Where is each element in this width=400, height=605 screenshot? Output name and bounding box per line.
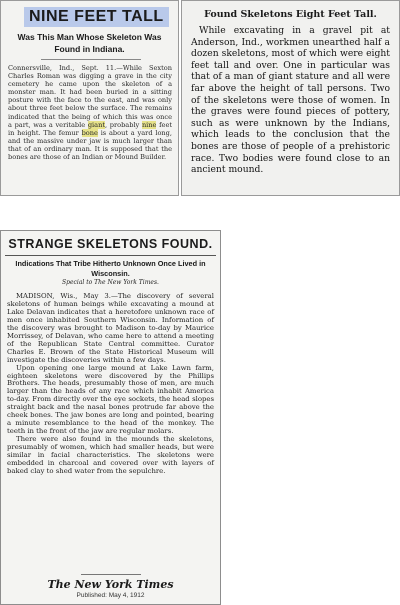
body-paragraph: MADISON, Wis., May 3.—The discovery of several skeletons of human beings while excavating a mound at Lake Delavan indicates that a heretofore unknown race of men once inhabited Southern Wisconsin. Information of the discovery was brought to Madison to-day by Maurice Morrissey, of Delavan, who came here to attend a meeting of the Republican State Central committee. Curator Charles E. Brown of the State Historical Museum will investigate the discoveries within a few days. — [7, 292, 214, 364]
body-text: , probably — [104, 120, 142, 129]
divider — [5, 255, 216, 256]
body-paragraph: There were also found in the mounds the skeletons, presumably of women, which had smaller heads, but were similar in facial characteristics. The skeletons were embedded in charcoal and covered over with layers of baked clay to shed water from the sepulchre. — [7, 435, 214, 475]
special-dispatch-line: Special to The New York Times. — [62, 279, 159, 286]
clipping-headline: NINE FEET TALL — [24, 7, 169, 27]
clipping-body — [7, 293, 214, 476]
highlighted-word: bone — [81, 128, 98, 137]
clipping-subheadline: Was This Man Whose Skeleton Was Found in Indiana. — [17, 32, 162, 54]
body-text: is about a yard long, and the massive under jaw is much larger than that of an ordinary man. It is supposed that the bones are those of an Indian or Mound Builder. — [8, 128, 172, 162]
divider — [41, 59, 141, 60]
body-text: feet in height. The femur — [8, 120, 172, 137]
clipping-body — [8, 64, 172, 161]
clipping-subheadline: Indications That Tribe Hitherto Unknown Once Lived in Wisconsin. — [15, 259, 206, 278]
news-clipping-strange-skeletons — [0, 230, 221, 605]
newspaper-masthead: The New York Times — [47, 578, 174, 591]
news-clipping-eight-feet-tall — [181, 0, 400, 196]
divider — [81, 574, 141, 575]
body-paragraph: Upon opening one large mound at Lake Lawn farm, eighteen skeletons were discovered by the Phillips Brothers. The heads, presumably those of men, are much larger than the heads of any race which inhabit America to-day. From directly over the eye sockets, the head slopes straight back and the nasal bones protrude far above the cheek bones. The jaw bones are long and pointed, bearing a minute resemblance to the head of the monkey. The teeth in the front of the jaw are regular molars. — [7, 363, 214, 436]
clipping-body: While excavating in a gravel pit at Anderson, Ind., workmen unearthed half a dozen skeletons, most of which were eight feet tall and over. One in particular was that of a man of giant stature and all were far above the height of tall persons. Two of the skeletons were those of women. In the graves were found pieces of pottery, such as were unknown by the Indians, which leads to the conclusion that the bones are those of people of a prehistoric race. Two bodies were found close to an ancient mound. — [191, 25, 390, 176]
body-text: Connersville, Ind., Sept. 11.—While Sexton Charles Roman was digging a grave in the city cemetery he came upon the skeleton of a monster man. It had been buried in a sitting posture with the face to the east, and was only about three feet below the surface. The remains indicated that the being of which this was once a part, was a veritable — [8, 64, 172, 129]
published-date: Published: May 4, 1912 — [76, 592, 145, 599]
clipping-headline: Found Skeletons Eight Feet Tall. — [204, 9, 377, 20]
highlighted-word: nine — [141, 120, 157, 129]
news-clipping-nine-feet-tall — [0, 0, 179, 196]
highlighted-word: giant — [87, 120, 105, 129]
clipping-headline: STRANGE SKELETONS FOUND. — [8, 237, 213, 251]
